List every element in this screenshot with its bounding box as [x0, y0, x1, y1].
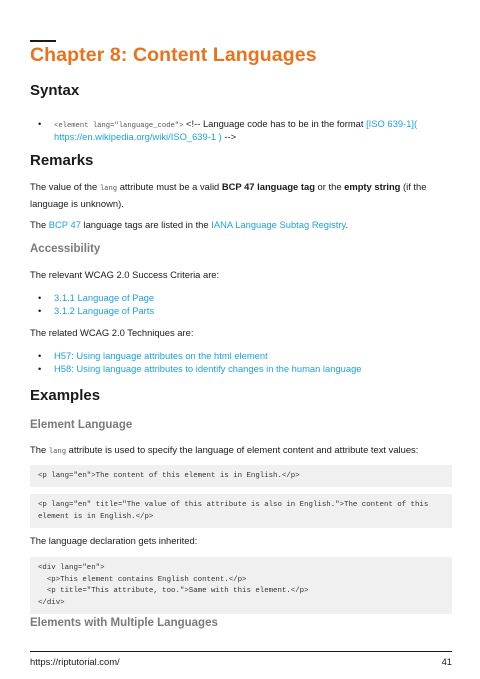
wikipedia-link[interactable]: https://en.wikipedia.org/wiki/ISO_639-1 ): [54, 131, 222, 142]
remarks-heading: Remarks: [30, 152, 94, 169]
lang-code: lang: [48, 448, 67, 456]
chapter-title: Chapter 8: Content Languages: [30, 44, 317, 66]
iana-registry-link[interactable]: IANA Language Subtag Registry: [211, 219, 346, 230]
page-number: 41: [441, 656, 452, 667]
technique-link-2[interactable]: H58: Using language attributes to identify changes in the human language: [54, 363, 362, 374]
syntax-heading: Syntax: [30, 82, 80, 99]
bullet-icon: •: [38, 363, 42, 374]
syntax-text: <!-- Language code has to be in the format: [183, 118, 367, 129]
footer-url-link[interactable]: https://riptutorial.com/: [30, 656, 120, 667]
bullet-icon: •: [38, 350, 42, 361]
chapter-rule: [30, 40, 56, 42]
bcp47-link[interactable]: BCP 47: [48, 219, 81, 230]
bullet-icon: •: [38, 118, 42, 129]
criterion-link-2[interactable]: 3.1.2 Language of Parts: [54, 305, 155, 316]
bullet-icon: •: [38, 292, 42, 303]
syntax-code: <element lang="language_code">: [54, 122, 184, 130]
code-block-2: <p lang="en" title="The value of this attribute is also in English.">The content of this element is in English.</p>: [30, 494, 452, 528]
code-block-1: <p lang="en">The content of this element is in English.</p>: [30, 465, 452, 487]
footer-rule: [30, 651, 452, 652]
technique-link-1[interactable]: H57: Using language attributes on the html element: [54, 350, 268, 361]
code-block-3: <div lang="en"> <p>This element contains English content.</p> <p title="This attribute, too.">Same with this element.</p> </div>: [30, 557, 452, 614]
accessibility-heading: Accessibility: [30, 243, 101, 255]
iso-link[interactable]: [ISO 639-1](: [366, 118, 418, 129]
examples-paragraph: The lang attribute is used to specify the language of element content and attribute text values:: [30, 444, 419, 456]
criterion-link-1[interactable]: 3.1.1 Language of Page: [54, 292, 155, 303]
multiple-languages-heading: Elements with Multiple Languages: [30, 617, 218, 629]
bullet-icon: •: [38, 305, 42, 316]
element-language-heading: Element Language: [30, 419, 133, 431]
remarks-paragraph-1: The value of the lang attribute must be a valid BCP 47 language tag or the empty string (if the language is unknown).: [30, 181, 427, 209]
inherit-paragraph: The language declaration gets inherited:: [30, 535, 198, 546]
remarks-paragraph-2: The BCP 47 language tags are listed in the IANA Language Subtag Registry.: [30, 219, 349, 230]
syntax-text-end: -->: [221, 131, 237, 142]
criteria-intro: The relevant WCAG 2.0 Success Criteria are:: [30, 269, 220, 280]
lang-code: lang: [99, 185, 118, 193]
examples-heading: Examples: [30, 387, 101, 404]
techniques-intro: The related WCAG 2.0 Techniques are:: [30, 327, 194, 338]
